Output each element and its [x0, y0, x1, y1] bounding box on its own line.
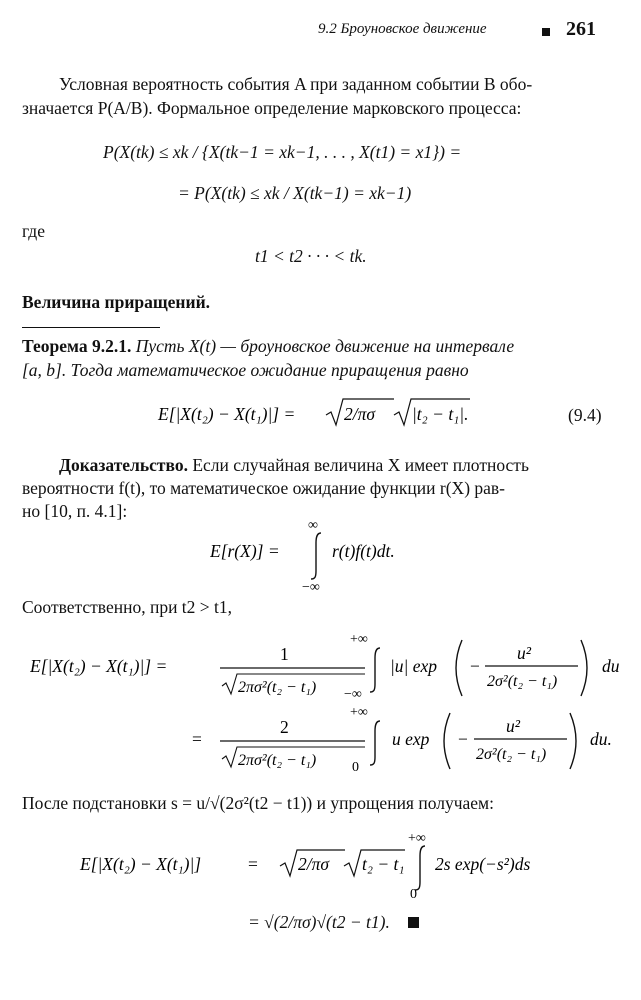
theorem-line-2: [a, b]. Тогда математическое ожидание приращения равно	[22, 360, 469, 380]
theorem-text-1: Пусть X(t) — броуновское движение на интервале	[135, 336, 515, 356]
svg-text:du: du	[602, 656, 620, 676]
theorem-eq-lhs: E[|X(t₂) − X(t₁)|] =	[158, 404, 296, 424]
integral-lower-bound: −∞	[302, 580, 320, 590]
correspondingly-line: Соответственно, при t2 > t1,	[22, 597, 233, 617]
integral-2-upper: +∞	[350, 705, 368, 720]
proof-line-3: но [10, п. 4.1]:	[22, 501, 128, 521]
integral-2-lower: 0	[352, 760, 359, 775]
svg-text:2πσ²(t₂ − t₁): 2πσ²(t₂ − t₁)	[238, 679, 317, 696]
time-order-equation: t1 < t2 · · · < tk.	[255, 246, 367, 266]
theorem-label: Теорема 9.2.1.	[22, 336, 132, 356]
svg-text:|u| exp: |u| exp	[390, 656, 438, 676]
svg-text:2/πσ: 2/πσ	[344, 404, 376, 424]
svg-text:2σ²(t₂ − t₁): 2σ²(t₂ − t₁)	[476, 746, 547, 763]
integral-equation-1	[30, 632, 630, 702]
section-heading: Величина приращений.	[22, 292, 211, 312]
svg-text:u exp: u exp	[392, 729, 430, 749]
integral-1-lower: −∞	[344, 687, 362, 702]
final-equation-2-text: = √(2/πσ)√(t2 − t1).	[248, 912, 390, 932]
svg-text:2: 2	[280, 717, 289, 737]
final-equation-2	[248, 912, 419, 933]
svg-text:|t₂ − t₁|.: |t₂ − t₁|.	[412, 404, 469, 424]
integral-3-upper: +∞	[408, 831, 426, 846]
header-bullet-icon	[542, 28, 550, 36]
running-header-title: 9.2 Броуновское движение	[318, 21, 487, 37]
svg-text:u²: u²	[506, 716, 520, 736]
integral-upper-bound: ∞	[308, 518, 318, 533]
theorem-rule	[22, 327, 160, 328]
markov-equation-line-1: P(X(tk) ≤ xk / {X(tk−1 = xk−1, . . . , X(t1) = x1}) =	[103, 142, 462, 162]
svg-text:−: −	[470, 656, 480, 676]
svg-text:E[r(X)] =: E[r(X)] =	[210, 541, 280, 561]
svg-text:1: 1	[280, 644, 289, 664]
proof-label: Доказательство.	[59, 455, 188, 475]
intro-line-1-text: Условная вероятность события A при заданном событии B обо-	[59, 74, 533, 94]
where-label: где	[22, 221, 45, 241]
svg-text:2s exp(−s²)ds: 2s exp(−s²)ds	[435, 854, 531, 874]
intro-line-1	[59, 73, 532, 96]
integral-1-upper: +∞	[350, 632, 368, 647]
qed-icon	[408, 917, 419, 928]
integral-3-lower: 0	[410, 887, 417, 902]
theorem-equation	[150, 395, 480, 431]
equation-number: (9.4)	[568, 405, 602, 425]
svg-text:u²: u²	[517, 643, 531, 663]
svg-text:r(t)f(t)dt.: r(t)f(t)dt.	[332, 541, 395, 561]
svg-text:2/πσ: 2/πσ	[298, 854, 330, 874]
theorem-line-1	[22, 335, 514, 358]
svg-text:E[|X(t₂) − X(t₁)|]: E[|X(t₂) − X(t₁)|]	[80, 854, 202, 874]
svg-text:t₂ − t₁: t₂ − t₁	[362, 854, 405, 874]
svg-text:du.: du.	[590, 729, 612, 749]
page-number: 261	[566, 18, 596, 40]
intro-line-2-text: значается P(A/B). Формальное определение марковского процесса:	[22, 98, 522, 118]
substitution-line: После подстановки s = u/√(2σ²(t2 − t1)) и упрощения получаем:	[22, 793, 494, 813]
svg-text:E[|X(t₂) − X(t₁)|] =: E[|X(t₂) − X(t₁)|] =	[30, 656, 168, 676]
markov-equation-line-2: = P(X(tk) ≤ xk / X(tk−1) = xk−1)	[178, 183, 412, 203]
svg-text:2πσ²(t₂ − t₁): 2πσ²(t₂ − t₁)	[238, 752, 317, 769]
intro-line-2	[22, 97, 521, 120]
proof-line-2: вероятности f(t), то математическое ожидание функции r(X) рав-	[22, 478, 506, 498]
svg-text:−: −	[458, 729, 468, 749]
expectation-integral	[210, 515, 450, 590]
proof-line-1	[59, 454, 529, 477]
svg-text:2σ²(t₂ − t₁): 2σ²(t₂ − t₁)	[487, 673, 558, 690]
proof-text-1: Если случайная величина X имеет плотность	[192, 455, 529, 475]
svg-text:=: =	[248, 854, 258, 874]
integral-equation-2	[30, 705, 630, 775]
svg-text:=: =	[192, 729, 202, 749]
